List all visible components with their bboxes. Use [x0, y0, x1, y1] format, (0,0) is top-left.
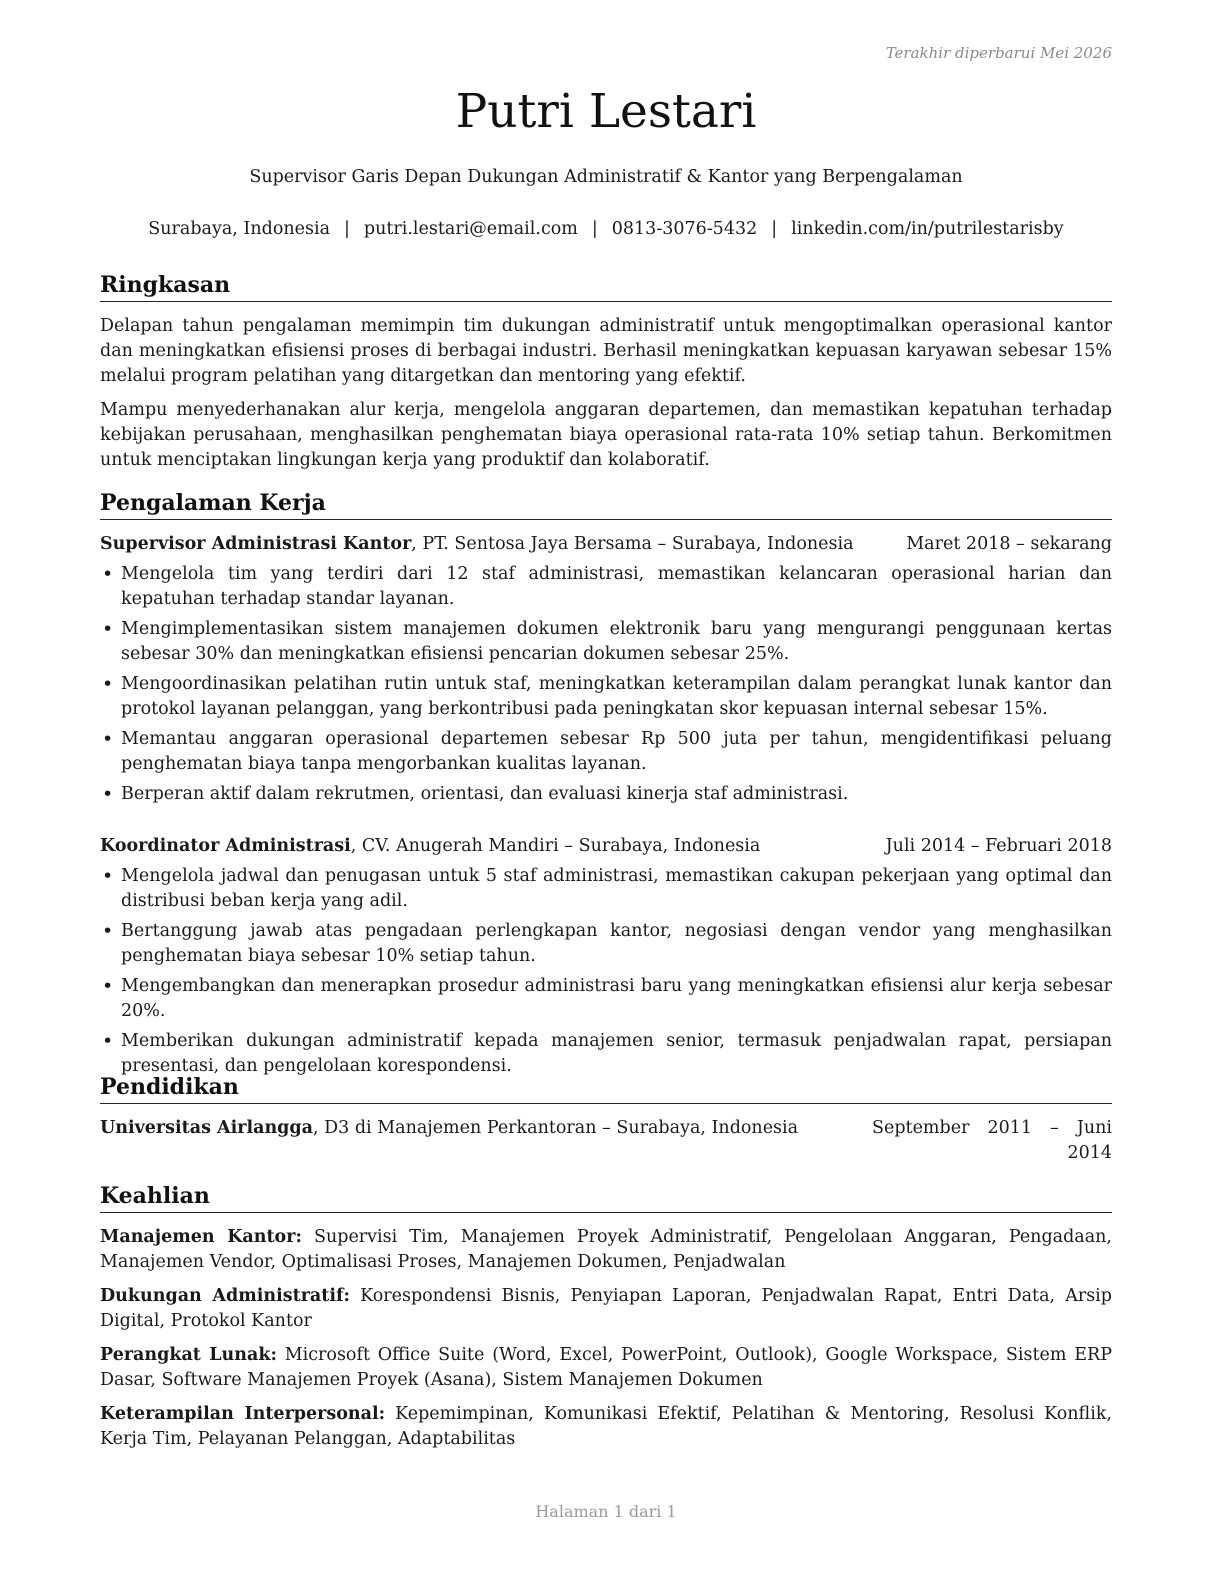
skill-group — [100, 1284, 1112, 1334]
job-bullet: • Mengelola jadwal dan penugasan untuk 5 staf administrasi, memastikan cakupan pekerjaan yang optimal dan distribusi beban kerja yang adil. — [100, 864, 1112, 914]
last-updated-note: Terakhir diperbarui Mei 2026 — [885, 44, 1112, 62]
section-title-skills: Keahlian — [100, 1181, 1112, 1213]
contact-linkedin[interactable]: linkedin.com/in/putrilestarisby — [791, 219, 1064, 239]
skill-list: Kepemimpinan, Komunikasi Efektif, Pelatihan & Mentoring, Resolusi Konflik, Kerja Tim, Pelayanan Pelanggan, Adaptabilitas — [100, 1404, 1112, 1449]
skill-label: Keterampilan Interpersonal: — [100, 1404, 386, 1424]
skill-label: Dukungan Administratif: — [100, 1286, 350, 1306]
skill-list: Supervisi Tim, Manajemen Proyek Administratif, Pengelolaan Anggaran, Pengadaan, Manajemen Vendor, Optimalisasi Proses, Manajemen Dokumen, Penjadwalan — [100, 1227, 1112, 1272]
candidate-tagline: Supervisor Garis Depan Dukungan Administratif & Kantor yang Berpengalaman — [249, 167, 963, 187]
summary-paragraph: Mampu menyederhanakan alur kerja, mengelola anggaran departemen, dan memastikan kepatuhan terhadap kebijakan perusahaan, menghasilkan penghematan biaya operasional rata-rata 10% setiap tahun. Berkomitmen untuk menciptakan lingkungan kerja yang produktif dan kolaboratif. — [100, 400, 1112, 470]
job-organization: , CV. Anugerah Mandiri – Surabaya, Indonesia — [350, 836, 761, 856]
section-title-experience: Pengalaman Kerja — [100, 488, 1112, 520]
skill-label: Perangkat Lunak: — [100, 1345, 277, 1365]
job-bullets — [100, 864, 1112, 1084]
summary-paragraph: Delapan tahun pengalaman memimpin tim dukungan administratif untuk mengoptimalkan operasional kantor dan meningkatkan efisiensi proses di berbagai industri. Berhasil meningkatkan kepuasan karyawan sebesar 15% melalui program pelatihan yang ditargetkan dan mentoring yang efektif. — [100, 316, 1112, 386]
skill-group — [100, 1402, 1112, 1452]
contact-phone: 0813-3076-5432 — [611, 219, 758, 239]
skill-label: Manajemen Kantor: — [100, 1227, 302, 1247]
job-dates: Maret 2018 – sekarang — [906, 534, 1112, 554]
contact-location: Surabaya, Indonesia — [148, 219, 330, 239]
skill-group — [100, 1225, 1112, 1275]
section-title-summary: Ringkasan — [100, 270, 1112, 302]
job-role: Koordinator Administrasi — [100, 836, 351, 856]
job-bullet: • Memantau anggaran operasional departemen sebesar Rp 500 juta per tahun, mengidentifikasi peluang penghematan biaya tanpa mengorbankan kualitas layanan. — [100, 727, 1112, 777]
job-bullet: • Memberikan dukungan administratif kepada manajemen senior, termasuk penjadwalan rapat, persiapan presentasi, dan pengelolaan korespondensi. — [100, 1029, 1112, 1079]
resume-page — [100, 0, 1112, 1584]
contact-separator: | — [344, 219, 350, 239]
education-dates: September 2011 – Juni 2014 — [872, 1118, 1112, 1163]
skill-list: Korespondensi Bisnis, Penyiapan Laporan, Penjadwalan Rapat, Entri Data, Arsip Digital, Protokol Kantor — [100, 1286, 1112, 1331]
contact-email[interactable]: putri.lestari@email.com — [363, 219, 578, 239]
job-bullet: • Mengoordinasikan pelatihan rutin untuk staf, meningkatkan keterampilan dalam perangkat lunak kantor dan protokol layanan pelanggan, yang berkontribusi pada peningkatan skor kepuasan internal sebesar 15%. — [100, 672, 1112, 722]
job-bullets — [100, 562, 1112, 812]
education-degree: , D3 di Manajemen Perkantoran – Surabaya, Indonesia — [313, 1118, 799, 1138]
job-role: Supervisor Administrasi Kantor — [100, 534, 412, 554]
page-number: Halaman 1 dari 1 — [535, 1502, 677, 1521]
contact-separator: | — [591, 219, 598, 239]
job-organization: , PT. Sentosa Jaya Bersama – Surabaya, Indonesia — [411, 534, 854, 554]
job-bullet: • Mengembangkan dan menerapkan prosedur administrasi baru yang meningkatkan efisiensi alur kerja sebesar 20%. — [100, 974, 1112, 1024]
skill-group — [100, 1343, 1112, 1393]
skill-list: Microsoft Office Suite (Word, Excel, PowerPoint, Outlook), Google Workspace, Sistem ERP Dasar, Software Manajemen Proyek (Asana), Sistem Manajemen Dokumen — [100, 1345, 1112, 1390]
contact-separator: | — [771, 219, 778, 239]
job-bullet: • Berperan aktif dalam rekrutmen, orientasi, dan evaluasi kinerja staf administrasi. — [100, 782, 1112, 807]
contact-line — [100, 219, 1112, 239]
job-dates: Juli 2014 – Februari 2018 — [885, 836, 1112, 856]
job-bullet: • Bertanggung jawab atas pengadaan perlengkapan kantor, negosiasi dengan vendor yang menghasilkan penghematan biaya sebesar 10% setiap tahun. — [100, 919, 1112, 969]
education-school: Universitas Airlangga — [100, 1118, 313, 1138]
job-bullet: • Mengelola tim yang terdiri dari 12 staf administrasi, memastikan kelancaran operasional harian dan kepatuhan terhadap standar layanan. — [100, 562, 1112, 612]
section-title-education: Pendidikan — [100, 1072, 1112, 1104]
candidate-name: Putri Lestari — [455, 84, 757, 139]
job-bullet: • Mengimplementasikan sistem manajemen dokumen elektronik baru yang mengurangi penggunaan kertas sebesar 30% dan meningkatkan efisiensi pencarian dokumen sebesar 25%. — [100, 617, 1112, 667]
